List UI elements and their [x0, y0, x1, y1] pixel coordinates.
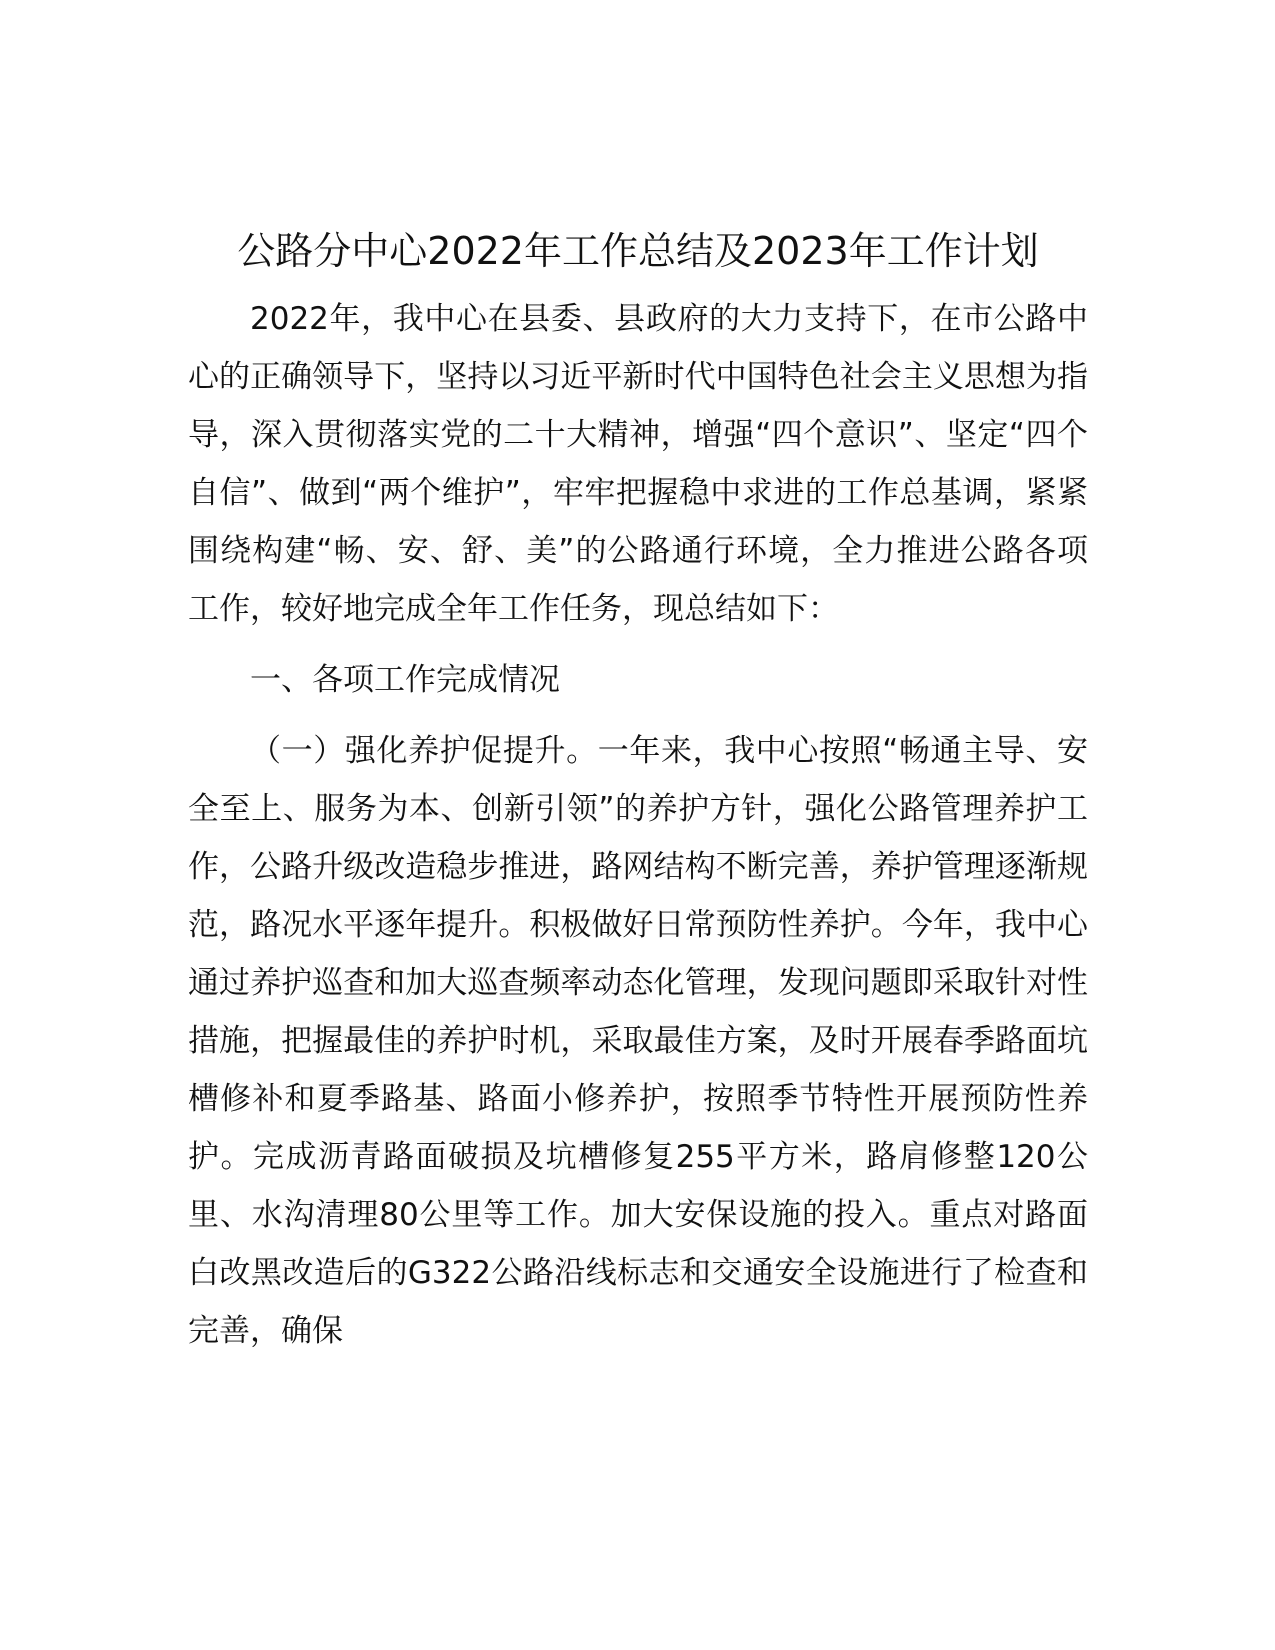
document-title: 公路分中心2022年工作总结及2023年工作计划 — [237, 229, 1039, 273]
document-page — [188, 222, 1088, 1360]
intro-paragraph: 2022年，我中心在县委、县政府的大力支持下，在市公路中心的正确领导下，坚持以习近平新时代中国特色社会主义思想为指导，深入贯彻落实党的二十大精神，增强“四个意识”、坚定“四个自信”、做到“两个维护”，牢牢把握稳中求进的工作总基调，紧紧围绕构建“畅、安、舒、美”的公路通行环境，全力推进公路各项工作，较好地完成全年工作任务，现总结如下： — [188, 301, 1088, 627]
subsection-paragraph: （一）强化养护促提升。一年来，我中心按照“畅通主导、安全至上、服务为本、创新引领”的养护方针，强化公路管理养护工作，公路升级改造稳步推进，路网结构不断完善，养护管理逐渐规范，路况水平逐年提升。积极做好日常预防性养护。今年，我中心通过养护巡查和加大巡查频率动态化管理，发现问题即采取针对性措施，把握最佳的养护时机，采取最佳方案，及时开展春季路面坑槽修补和夏季路基、路面小修养护，按照季节特性开展预防性养护。完成沥青路面破损及坑槽修复255平方米，路肩修整120公里、水沟清理80公里等工作。加大安保设施的投入。重点对路面白改黑改造后的G322公路沿线标志和交通安全设施进行了检查和完善，确保 — [188, 733, 1088, 1349]
section-heading: 一、各项工作完成情况 — [250, 662, 560, 698]
